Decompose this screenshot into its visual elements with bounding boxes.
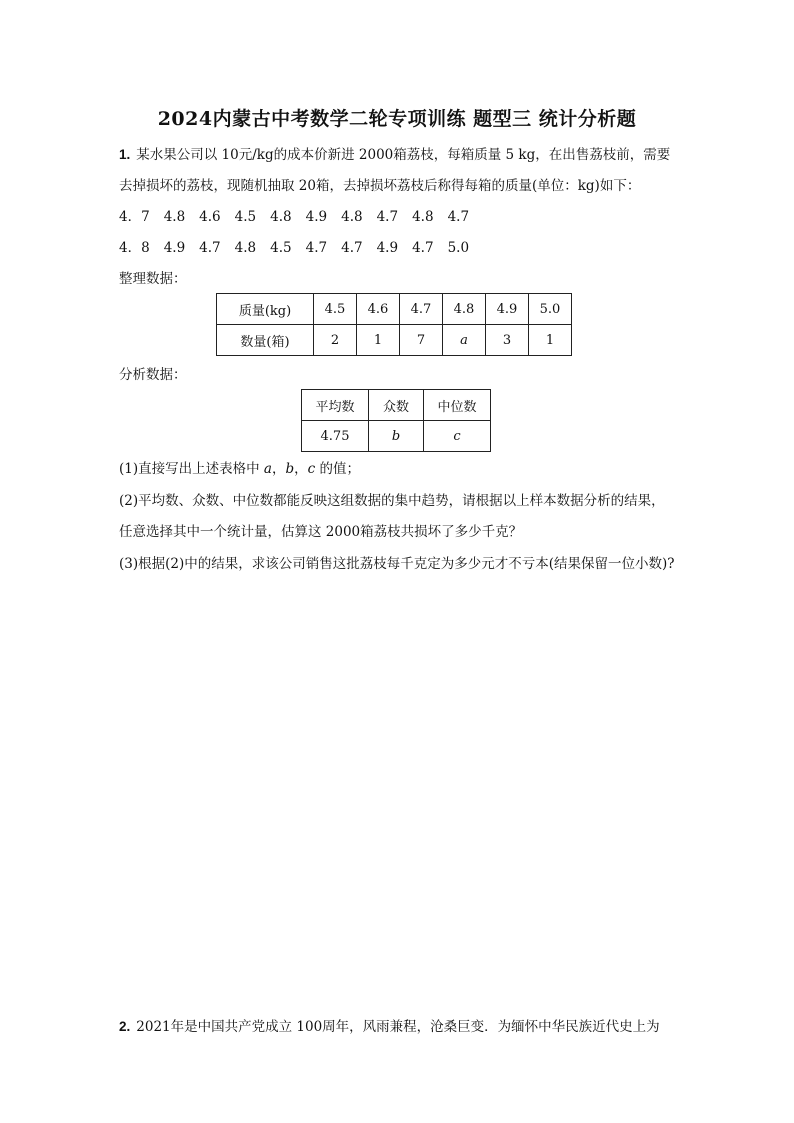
table-cell: 4.7	[400, 294, 443, 325]
var-a: a	[263, 461, 272, 477]
question-2-number: 2.	[119, 1019, 131, 1034]
value-mean: 4.75	[302, 421, 369, 452]
table-cell: a	[443, 325, 486, 356]
table-cell: 4.8	[443, 294, 486, 325]
table-row	[217, 325, 572, 356]
data-value: 4.7	[199, 240, 221, 256]
page-title: 2024内蒙古中考数学二轮专项训练 题型三 统计分析题	[157, 108, 637, 130]
data-value: 4.7	[412, 240, 434, 256]
question-1-text-1: 某水果公司以 10元/kg的成本价新进 2000箱荔枝，每箱质量 5 kg，在出售荔枝前，需要	[136, 147, 671, 163]
data-value: 5.0	[447, 240, 470, 256]
data-row-1	[119, 208, 483, 226]
part-3: (3)根据(2)中的结果，求该公司销售这批荔枝每千克定为多少元才不亏本(结果保留一位小数)?	[119, 556, 675, 572]
question-2-text-1: 2021年是中国共产党成立 100周年，风雨兼程，沧桑巨变．为缅怀中华民族近代史上为	[136, 1019, 660, 1035]
data-value: 4.7	[305, 240, 328, 256]
table-cell: 1	[357, 325, 400, 356]
statistics-table	[301, 389, 491, 452]
table-cell: 5.0	[529, 294, 572, 325]
table-cell: 4.6	[357, 294, 400, 325]
table-cell: 2	[314, 325, 357, 356]
row-header-count: 数量(箱)	[217, 325, 314, 356]
part-1: (1)直接写出上述表格中 a，b，c 的值；	[119, 461, 360, 477]
frequency-table	[216, 293, 572, 356]
data-value: 4.6	[199, 209, 221, 225]
question-1-line-1	[119, 146, 670, 164]
question-1-number: 1.	[119, 147, 131, 162]
part-2-line-2: 任意选择其中一个统计量，估算这 2000箱荔枝共损坏了多少千克？	[119, 524, 523, 540]
question-2-line-1	[119, 1018, 660, 1036]
part-1-prefix: (1)直接写出上述表格中	[119, 461, 260, 477]
data-value: 4.8	[163, 209, 186, 225]
var-b: b	[285, 461, 295, 477]
value-mode: b	[369, 421, 424, 452]
table-row	[302, 421, 491, 452]
table-row	[217, 294, 572, 325]
data-value: 4.8	[412, 209, 434, 225]
header-median: 中位数	[424, 390, 491, 421]
table-cell: 1	[529, 325, 572, 356]
value-median: c	[424, 421, 491, 452]
row-header-mass: 质量(kg)	[217, 294, 314, 325]
data-value: 4.7	[341, 240, 363, 256]
data-value: 4.8	[234, 240, 257, 256]
part-2-line-1: (2)平均数、众数、中位数都能反映这组数据的集中趋势，请根据以上样本数据分析的结果，	[119, 493, 665, 509]
data-value: 4.7	[376, 209, 399, 225]
question-1-line-2: 去掉损坏的荔枝，现随机抽取 20箱，去掉损坏荔枝后称得每箱的质量(单位：kg)如下：	[119, 178, 641, 194]
data-value: 4.9	[305, 209, 328, 225]
var-c: c	[307, 461, 316, 477]
table-cell: 4.5	[314, 294, 357, 325]
data-value: 4.7	[447, 209, 470, 225]
data-row-2	[119, 239, 483, 257]
table-cell: 3	[486, 325, 529, 356]
data-value: 4.8	[341, 209, 363, 225]
data-value: 4．7	[119, 209, 150, 225]
data-value: 4.8	[270, 209, 292, 225]
organize-data-label: 整理数据：	[119, 271, 187, 287]
table-row	[302, 390, 491, 421]
data-value: 4.5	[270, 240, 292, 256]
header-mode: 众数	[369, 390, 424, 421]
table-cell: 4.9	[486, 294, 529, 325]
data-value: 4．8	[119, 240, 150, 256]
part-1-suffix: 的值；	[319, 461, 360, 477]
data-value: 4.9	[376, 240, 399, 256]
analyze-data-label: 分析数据：	[119, 367, 187, 383]
table-cell: 7	[400, 325, 443, 356]
header-mean: 平均数	[302, 390, 369, 421]
data-value: 4.5	[234, 209, 257, 225]
data-value: 4.9	[163, 240, 186, 256]
